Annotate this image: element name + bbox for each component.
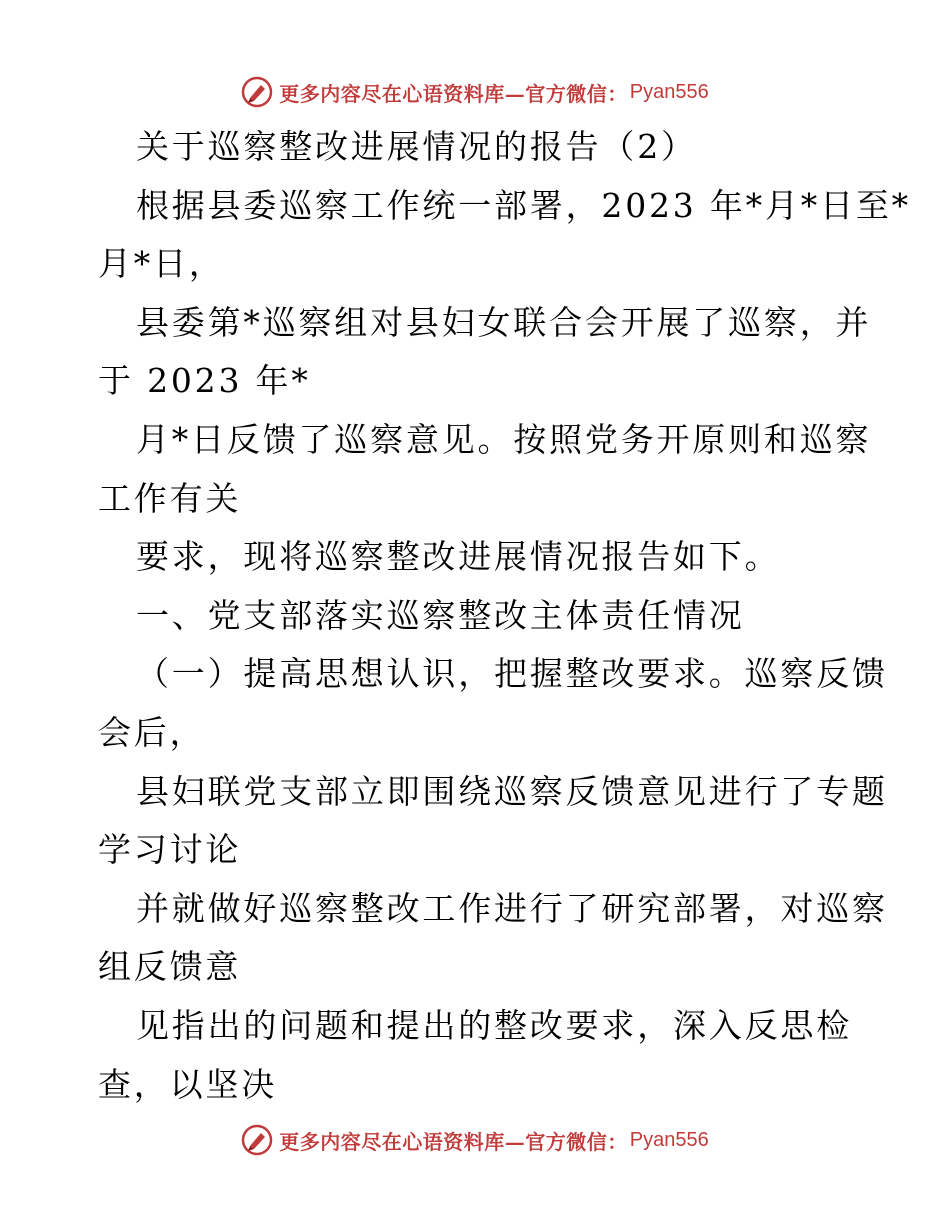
text-line: 组反馈意 — [98, 947, 242, 987]
text-line: 查，以坚决 — [98, 1064, 277, 1104]
header-banner-contact: Pyan556 — [629, 80, 709, 103]
text-line: 月*日， — [98, 244, 225, 284]
text-line: 并就做好巡察整改工作进行了研究部署，对巡察 — [136, 888, 888, 928]
text-line: 会后， — [98, 712, 206, 752]
pen-logo-icon — [241, 1124, 273, 1156]
footer-banner-contact: Pyan556 — [629, 1128, 709, 1151]
text-line: （一）提高思想认识，把握整改要求。巡察反馈 — [136, 654, 888, 694]
section-heading: 一、党支部落实巡察整改主体责任情况 — [136, 595, 745, 635]
header-banner-text: 更多内容尽在心语资料库—官方微信： — [279, 81, 628, 106]
text-line: 见指出的问题和提出的整改要求，深入反思检 — [136, 1005, 852, 1045]
pen-logo-icon — [241, 76, 273, 108]
text-line: 工作有关 — [98, 478, 242, 518]
text-line: 县妇联党支部立即围绕巡察反馈意见进行了专题 — [136, 771, 888, 811]
text-line: 要求，现将巡察整改进展情况报告如下。 — [136, 537, 781, 577]
document-title: 关于巡察整改进展情况的报告（2） — [136, 127, 697, 166]
header-banner — [0, 72, 950, 112]
document-body — [98, 118, 911, 1114]
footer-banner-text: 更多内容尽在心语资料库—官方微信： — [279, 1129, 628, 1154]
text-line: 学习讨论 — [98, 830, 242, 870]
text-line: 根据县委巡察工作统一部署，2023 年*月*日至* — [136, 185, 911, 225]
footer-banner — [0, 1120, 950, 1160]
text-line: 月*日反馈了巡察意见。按照党务开原则和巡察 — [136, 419, 872, 459]
text-line: 于 2023 年* — [98, 361, 311, 401]
text-line: 县委第*巡察组对县妇女联合会开展了巡察，并 — [136, 302, 872, 342]
